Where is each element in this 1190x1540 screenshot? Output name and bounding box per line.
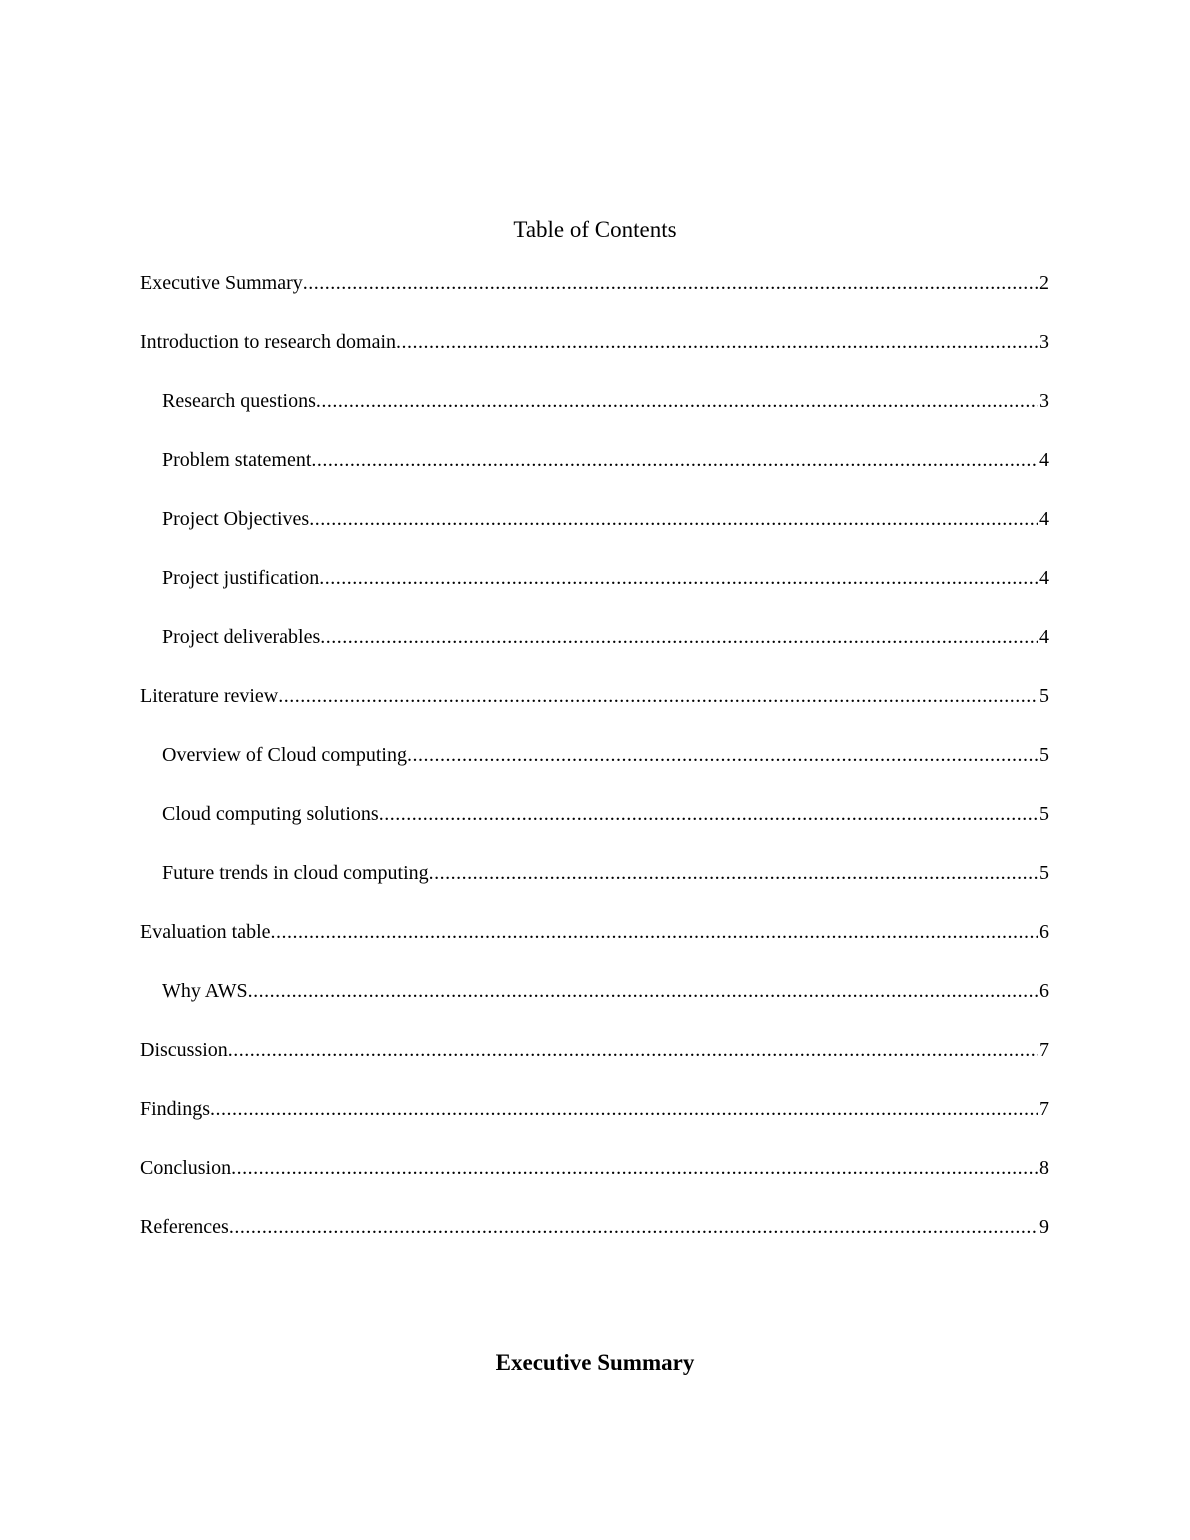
toc-entry-label: Project deliverables — [162, 626, 321, 648]
toc-page-number: 7 — [1039, 1039, 1049, 1061]
toc-dot-leader — [311, 445, 1038, 475]
toc-entry[interactable] — [140, 799, 1049, 858]
toc-dot-leader — [229, 1212, 1038, 1242]
toc-dot-leader — [271, 917, 1038, 947]
toc-page-number: 9 — [1039, 1216, 1049, 1238]
toc-page-number: 3 — [1039, 390, 1049, 412]
toc-dot-leader — [379, 799, 1038, 829]
toc-entry-label: Evaluation table — [140, 921, 271, 943]
toc-page-number: 4 — [1039, 626, 1049, 648]
toc-entry-label: Why AWS — [162, 980, 248, 1002]
toc-entry[interactable] — [140, 976, 1049, 1035]
toc-entry[interactable] — [140, 563, 1049, 622]
toc-entry[interactable] — [140, 445, 1049, 504]
toc-page-number: 7 — [1039, 1098, 1049, 1120]
toc-page-number: 5 — [1039, 862, 1049, 884]
toc-entry-label: Conclusion — [140, 1157, 232, 1179]
toc-page-number: 4 — [1039, 567, 1049, 589]
toc-entry-label: Discussion — [140, 1039, 228, 1061]
toc-entry[interactable] — [140, 1153, 1049, 1212]
toc-entry-label: Findings — [140, 1098, 211, 1120]
toc-page-number: 6 — [1039, 921, 1049, 943]
toc-entry-label: Project Objectives — [162, 508, 310, 530]
toc-dot-leader — [210, 1094, 1038, 1124]
toc-page-number: 2 — [1039, 272, 1049, 294]
toc-page-number: 4 — [1039, 508, 1049, 530]
toc-title: Table of Contents — [513, 217, 677, 242]
toc-entry-label: Research questions — [162, 390, 316, 412]
toc-page-number: 4 — [1039, 449, 1049, 471]
toc-entry[interactable] — [140, 858, 1049, 917]
toc-entry[interactable] — [140, 681, 1049, 740]
toc-entry[interactable] — [140, 1094, 1049, 1153]
section-heading: Executive Summary — [495, 1350, 695, 1375]
toc-entry-label: Future trends in cloud computing — [162, 862, 429, 884]
toc-page-number: 8 — [1039, 1157, 1049, 1179]
toc-dot-leader — [303, 268, 1038, 298]
toc-entry[interactable] — [140, 1212, 1049, 1271]
toc-entry[interactable] — [140, 386, 1049, 445]
toc-page-number: 5 — [1039, 803, 1049, 825]
toc-entry-label: Overview of Cloud computing — [162, 744, 407, 766]
toc-dot-leader — [429, 858, 1038, 888]
toc-entry[interactable] — [140, 268, 1049, 327]
toc-entry[interactable] — [140, 327, 1049, 386]
toc-page-number: 5 — [1039, 685, 1049, 707]
toc-dot-leader — [278, 681, 1038, 711]
toc-dot-leader — [248, 976, 1038, 1006]
toc-dot-leader — [231, 1153, 1038, 1183]
toc-entry[interactable] — [140, 504, 1049, 563]
toc-entry[interactable] — [140, 917, 1049, 976]
toc-dot-leader — [309, 504, 1038, 534]
toc-entry-label: Introduction to research domain — [140, 331, 397, 353]
toc-page-number: 6 — [1039, 980, 1049, 1002]
toc-page-number: 3 — [1039, 331, 1049, 353]
toc-entry-label: Cloud computing solutions — [162, 803, 379, 825]
toc-dot-leader — [320, 622, 1038, 652]
toc-entry[interactable] — [140, 740, 1049, 799]
toc-entry-label: Project justification — [162, 567, 320, 589]
table-of-contents — [140, 268, 1049, 1271]
toc-page-number: 5 — [1039, 744, 1049, 766]
toc-entry[interactable] — [140, 622, 1049, 681]
toc-entry-label: References — [140, 1216, 229, 1238]
toc-dot-leader — [319, 563, 1038, 593]
toc-dot-leader — [396, 327, 1038, 357]
toc-entry-label: Literature review — [140, 685, 279, 707]
toc-dot-leader — [316, 386, 1038, 416]
toc-entry[interactable] — [140, 1035, 1049, 1094]
toc-entry-label: Executive Summary — [140, 272, 303, 294]
toc-dot-leader — [407, 740, 1038, 770]
toc-entry-label: Problem statement — [162, 449, 312, 471]
toc-dot-leader — [228, 1035, 1038, 1065]
